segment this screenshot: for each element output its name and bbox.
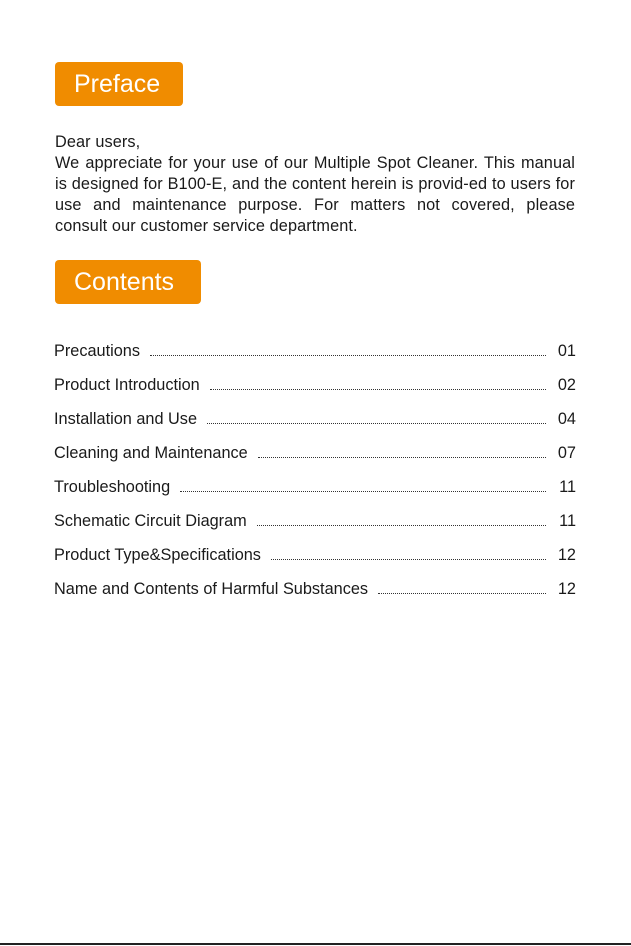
toc-item-title: Schematic Circuit Diagram [54,512,247,530]
toc-item-title: Troubleshooting [54,478,171,496]
preface-heading: Preface [55,62,183,106]
page-bottom-divider [0,943,631,945]
toc-leader-dots [180,491,546,492]
toc-item-product-introduction[interactable] [54,361,576,395]
toc-item-product-type-specifications[interactable] [54,531,576,565]
toc-item-title: Product Type&Specifications [54,546,261,564]
toc-leader-dots [258,457,546,458]
toc-item-title: Product Introduction [54,376,200,394]
toc-leader-dots [271,559,546,560]
toc-item-harmful-substances[interactable] [54,565,576,599]
preface-paragraph: We appreciate for your use of our Multiple Spot Cleaner. This manual is designed for B100-E, and the content herein is provid-ed to users for use and maintenance purpose. For matters not covered, please consult our customer service department. [55,154,575,235]
toc-item-page: 12 [557,580,576,598]
toc-item-installation-and-use[interactable] [54,395,576,429]
toc-item-title: Name and Contents of Harmful Substances [54,580,369,598]
toc-item-cleaning-and-maintenance[interactable] [54,429,576,463]
toc-item-schematic-circuit-diagram[interactable] [54,497,576,531]
toc-item-page: 12 [557,546,576,564]
toc-item-page: 01 [557,342,576,360]
toc-leader-dots [150,355,546,356]
toc-item-title: Cleaning and Maintenance [54,444,248,462]
toc-item-page: 11 [559,512,576,530]
toc-item-title: Precautions [54,342,140,360]
contents-heading: Contents [55,260,201,304]
toc-item-page: 04 [557,410,576,428]
toc-item-page: 07 [557,444,576,462]
toc-leader-dots [207,423,546,424]
toc-item-page: 02 [557,376,576,394]
toc-item-title: Installation and Use [54,410,198,428]
toc-item-troubleshooting[interactable] [54,463,576,497]
toc-leader-dots [257,525,546,526]
preface-text [55,132,575,237]
toc-leader-dots [210,389,546,390]
toc-leader-dots [378,593,546,594]
toc-item-page: 11 [559,478,576,496]
preface-greeting: Dear users, [55,133,141,151]
table-of-contents [54,327,576,599]
toc-item-precautions[interactable] [54,327,576,361]
